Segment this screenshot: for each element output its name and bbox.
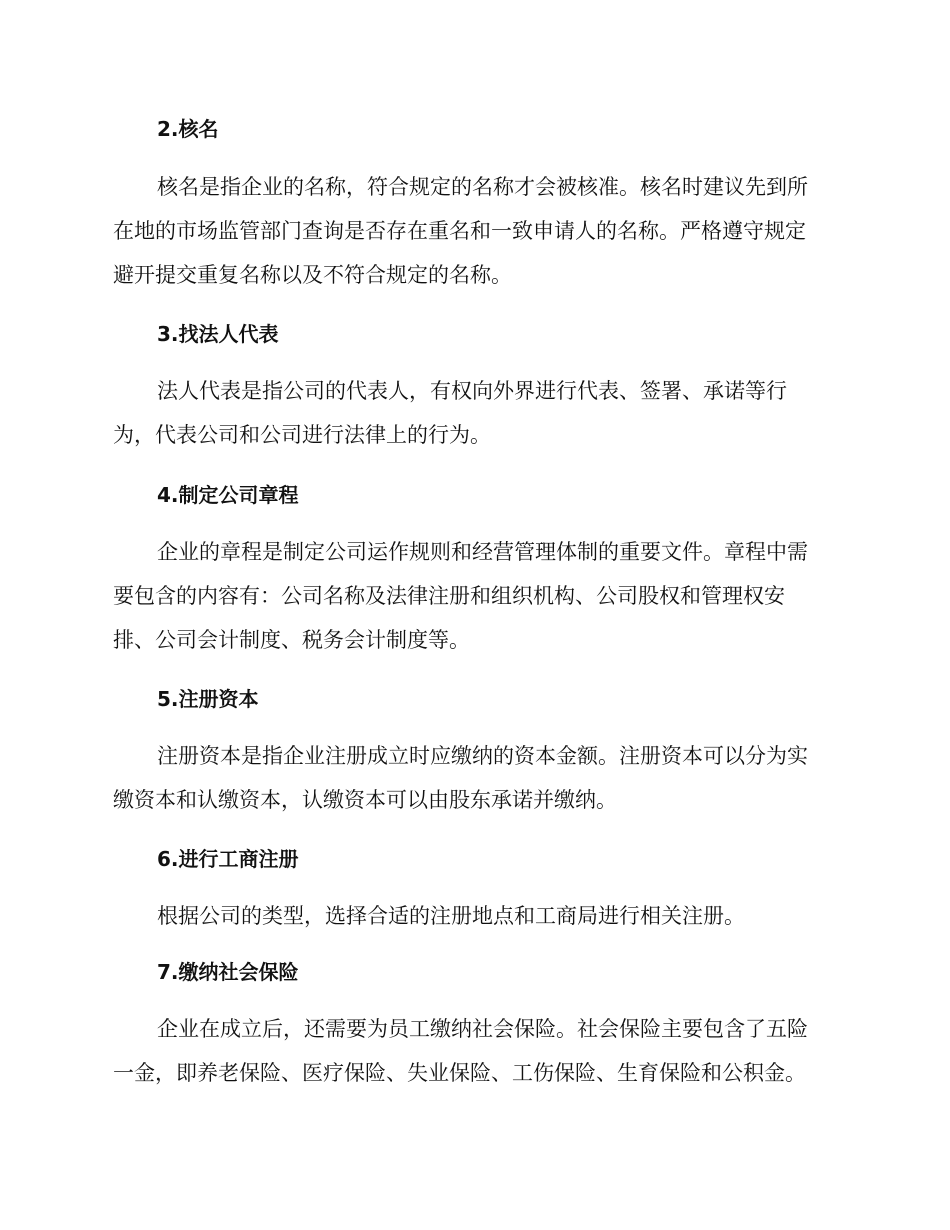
paragraph-line: 排、公司会计制度、税务会计制度等。 xyxy=(113,628,470,652)
section-heading: 6.进行工商注册 xyxy=(157,847,299,871)
section-heading: 2.核名 xyxy=(157,117,219,141)
paragraph-line: 根据公司的类型，选择合适的注册地点和工商局进行相关注册。 xyxy=(157,904,745,928)
paragraph-line: 企业在成立后，还需要为员工缴纳社会保险。社会保险主要包含了五险 xyxy=(157,1017,808,1041)
section-heading: 7.缴纳社会保险 xyxy=(157,960,299,984)
paragraph-line: 为，代表公司和公司进行法律上的行为。 xyxy=(113,423,491,447)
paragraph-line: 一金，即养老保险、医疗保险、失业保险、工伤保险、生育保险和公积金。 xyxy=(113,1061,806,1085)
paragraph-line: 注册资本是指企业注册成立时应缴纳的资本金额。注册资本可以分为实 xyxy=(157,744,808,768)
paragraph-line: 要包含的内容有：公司名称及法律注册和组织机构、公司股权和管理权安 xyxy=(113,584,785,608)
paragraph-line: 法人代表是指公司的代表人，有权向外界进行代表、签署、承诺等行 xyxy=(157,379,787,403)
paragraph-line: 核名是指企业的名称，符合规定的名称才会被核准。核名时建议先到所 xyxy=(157,175,808,199)
paragraph-line: 在地的市场监管部门查询是否存在重名和一致申请人的名称。严格遵守规定 xyxy=(113,219,806,243)
section-heading: 4.制定公司章程 xyxy=(157,483,299,507)
paragraph-line: 缴资本和认缴资本，认缴资本可以由股东承诺并缴纳。 xyxy=(113,788,617,812)
paragraph-line: 避开提交重复名称以及不符合规定的名称。 xyxy=(113,263,512,287)
section-heading: 5.注册资本 xyxy=(157,687,259,711)
paragraph-line: 企业的章程是制定公司运作规则和经营管理体制的重要文件。章程中需 xyxy=(157,540,808,564)
section-heading: 3.找法人代表 xyxy=(157,322,279,346)
